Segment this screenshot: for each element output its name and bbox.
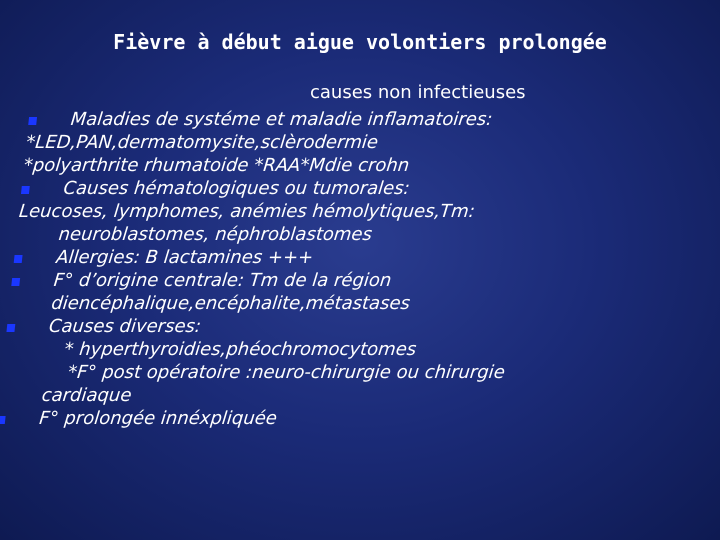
square-bullet-icon <box>14 255 23 263</box>
text-line: neuroblastomes, néphroblastomes <box>57 224 374 245</box>
bullet-text: Allergies: B lactamines +++ <box>55 247 315 268</box>
text-line: *polyarthrite rhumatoide *RAA*Mdie crohn <box>22 155 411 176</box>
bullet-item <box>0 407 659 430</box>
square-bullet-icon <box>11 278 20 286</box>
bullet-text: F° prolongée innéxpliquée <box>38 408 279 429</box>
text-line: *LED,PAN,dermatomysite,sclèrodermie <box>25 132 380 153</box>
slide-body <box>0 108 690 430</box>
bullet-item <box>6 315 668 338</box>
bullet-text: Causes hématologiques ou tumorales: <box>62 178 411 199</box>
bullet-item <box>11 269 673 292</box>
square-bullet-icon <box>21 186 30 194</box>
text-line: * hyperthyroidies,phéochromocytomes <box>63 339 418 360</box>
text-line: diencéphalique,encéphalite,métastases <box>50 293 412 314</box>
bullet-text: Maladies de systéme et maladie inflamatoires: <box>69 109 494 130</box>
square-bullet-icon <box>28 117 37 125</box>
square-bullet-icon <box>6 324 15 332</box>
slide-subtitle: causes non infectieuses <box>310 82 526 103</box>
text-line: *F° post opératoire :neuro-chirurgie ou chirurgie <box>67 362 506 383</box>
bullet-item <box>20 177 682 200</box>
bullet-text: Causes diverses: <box>47 316 203 337</box>
bullet-text: F° d’origine centrale: Tm de la région <box>52 270 393 291</box>
bullet-item <box>28 108 690 131</box>
text-line: cardiaque <box>40 385 133 406</box>
text-line: Leucoses, lymphomes, anémies hémolytiques,Tm: <box>18 201 476 222</box>
slide-title: Fièvre à début aigue volontiers prolongée <box>113 30 607 54</box>
square-bullet-icon <box>0 416 6 424</box>
bullet-item <box>13 246 675 269</box>
